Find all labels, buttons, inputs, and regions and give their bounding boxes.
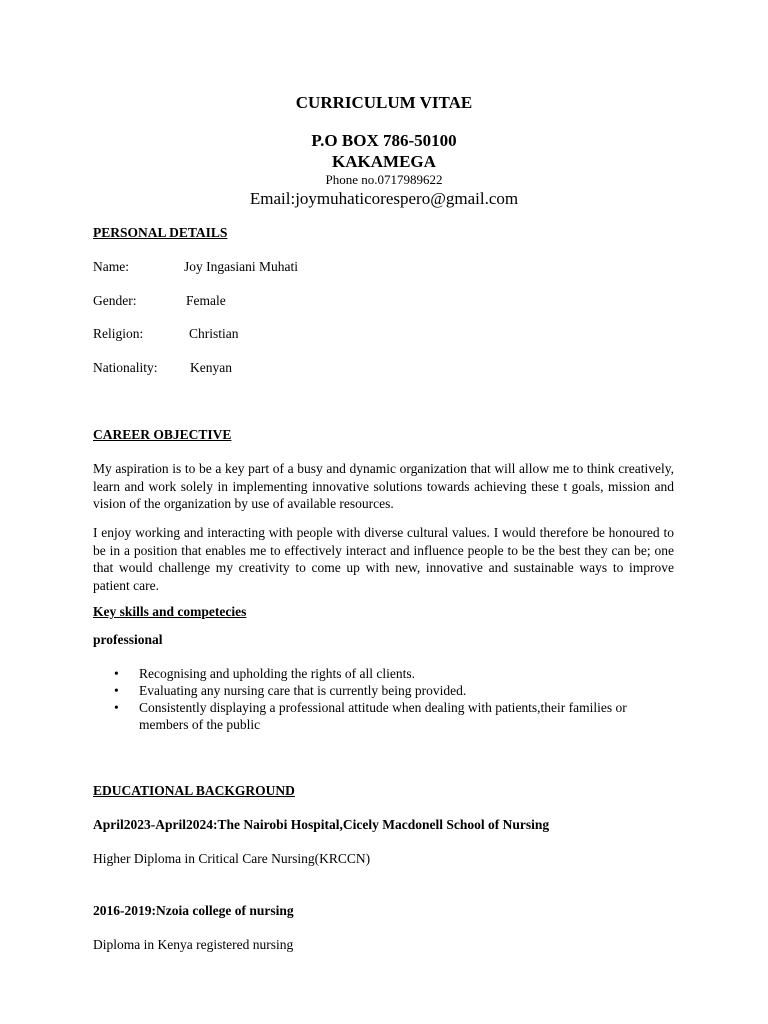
skills-subheading: professional [93,632,163,647]
bullet-icon: • [114,666,119,681]
bullet-icon: • [114,700,119,715]
nationality-label: Nationality: [93,360,158,375]
po-box: P.O BOX 786-50100 [311,131,457,150]
education-award-1: Higher Diploma in Critical Care Nursing(KRCCN) [93,851,371,866]
career-objective-heading: CAREER OBJECTIVE [93,427,232,442]
career-paragraph-2: I enjoy working and interacting with people with diverse cultural values. I would therefore be honoured to be in a position that enables me to effectively interact and influence people to be the best they can be; one that would challenge my creativity to come up with new, innovative and sustainable ways to improve patient care. [93,525,674,593]
education-heading: EDUCATIONAL BACKGROUND [93,783,295,798]
list-item [93,665,653,682]
bullet-icon: • [114,683,119,698]
name-value: Joy Ingasiani Muhati [184,259,298,274]
city: KAKAMEGA [332,152,436,171]
education-period-2: 2016-2019:Nzoia college of nursing [93,903,294,918]
career-paragraph-1: My aspiration is to be a key part of a busy and dynamic organization that will allow me to think creatively, learn and work solely in implementing innovative solutions towards achieving these t goals, mission and vision of the organization by use of available resources. [93,461,674,511]
religion-label: Religion: [93,326,144,341]
skill-text: Consistently displaying a professional attitude when dealing with patients,their families or members of the public [139,700,627,732]
list-item [93,699,653,733]
document-title: CURRICULUM VITAE [295,93,473,112]
name-label: Name: [93,259,129,274]
gender-label: Gender: [93,293,137,308]
gender-value: Female [186,293,226,308]
education-award-2: Diploma in Kenya registered nursing [93,937,294,952]
skill-text: Evaluating any nursing care that is currently being provided. [139,683,467,698]
skill-text: Recognising and upholding the rights of all clients. [139,666,415,681]
personal-details-heading: PERSONAL DETAILS [93,225,228,240]
skills-list [93,665,653,733]
email-address: Email:joymuhaticorespero@gmail.com [249,189,519,208]
religion-value: Christian [189,326,239,341]
list-item [93,682,653,699]
education-period-1: April2023-April2024:The Nairobi Hospital,Cicely Macdonell School of Nursing [93,817,550,832]
nationality-value: Kenyan [190,360,232,375]
skills-heading: Key skills and competecies [93,604,247,619]
phone-number: Phone no.0717989622 [325,172,443,187]
